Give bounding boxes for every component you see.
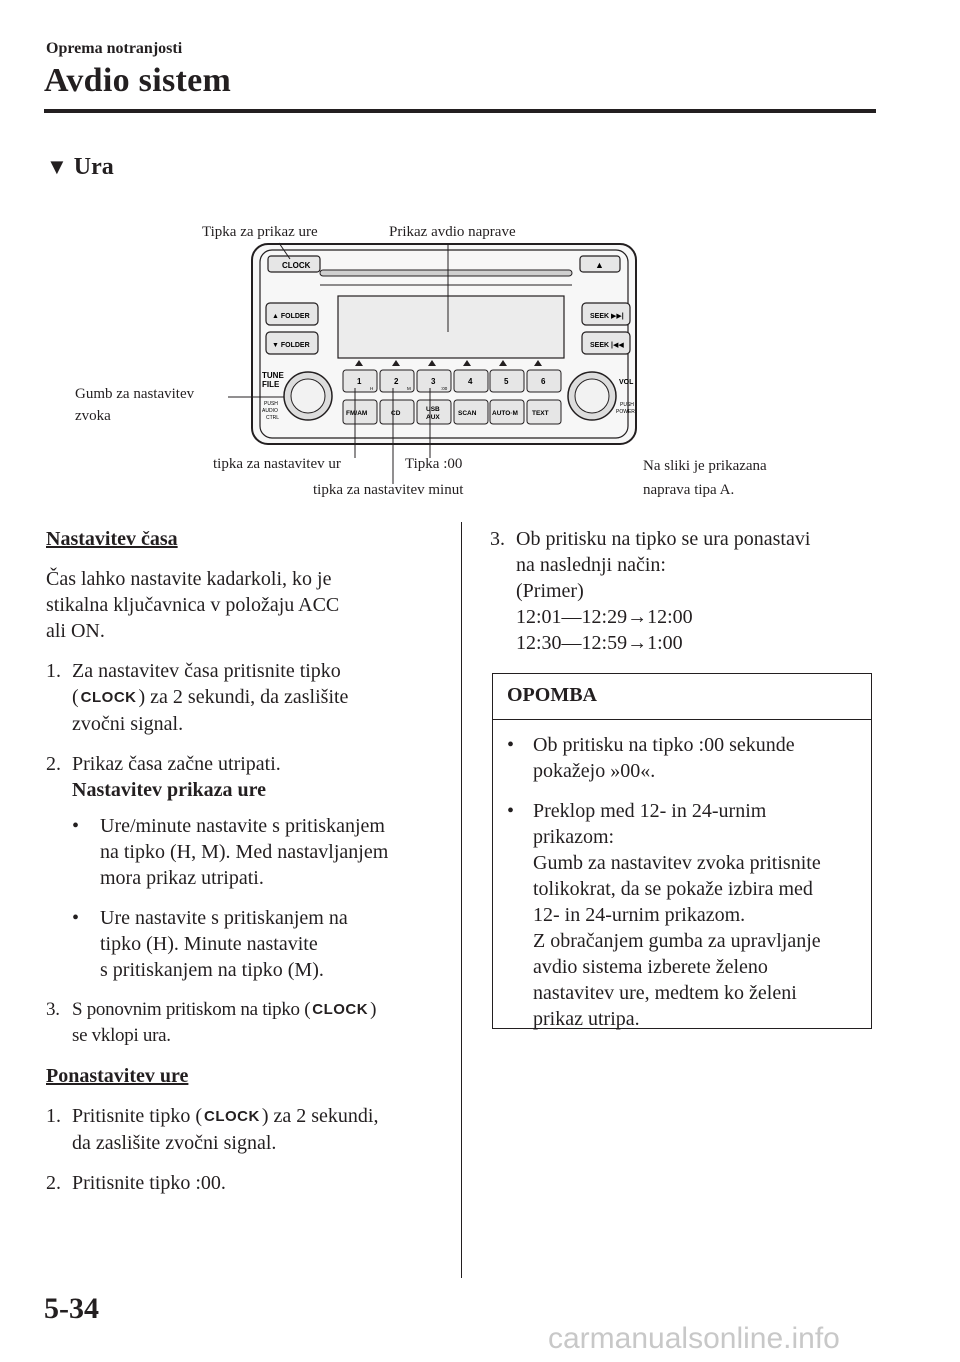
file-label: FILE <box>262 380 280 389</box>
step-line-start: S ponovnim pritiskom na tipko ( <box>72 999 311 1020</box>
note-line: pokažejo »00«. <box>533 760 656 782</box>
step-line: Pritisnite tipko :00. <box>72 1172 226 1194</box>
audio-control-knob-inner <box>291 379 325 413</box>
paren-open: ( <box>72 686 79 708</box>
note-line: nastavitev ure, medtem ko želeni <box>533 982 797 1004</box>
minute-sub-label: M <box>407 386 411 391</box>
column-divider <box>461 522 462 1278</box>
cd-label: CD <box>391 410 401 417</box>
folder-down-label: ▼ FOLDER <box>272 342 310 349</box>
step-subheading: Nastavitev prikaza ure <box>72 779 267 801</box>
reset-step-2 <box>46 1170 446 1196</box>
clock-button-symbol: CLOCK <box>80 689 137 706</box>
push-power-label-2: POWER <box>616 409 635 415</box>
callout-zero-button: Tipka :00 <box>405 456 463 472</box>
example-line: 12:30—12:59→1:00 <box>516 632 683 654</box>
step-line-rest: ) za 2 sekundi, <box>261 1105 379 1127</box>
bullet-line: Ure/minute nastavite s pritiskanjem <box>100 815 385 837</box>
breadcrumb: Oprema notranjosti <box>46 40 183 57</box>
hour-sub-label: H <box>370 386 374 391</box>
step-line: Za nastavitev časa pritisnite tipko <box>72 660 341 682</box>
push-label: PUSH <box>264 401 278 407</box>
step-line: (Primer) <box>516 580 584 602</box>
watermark: carmanualsonline.info <box>548 1322 840 1355</box>
note-line: avdio sistema izberete želeno <box>533 956 768 978</box>
subheading-set-time: Nastavitev časa <box>46 528 178 550</box>
left-column <box>46 526 446 1196</box>
callout-volume-knob-line2: zvoka <box>75 408 111 424</box>
usb-label: USB <box>426 406 440 413</box>
paren-close: ) <box>370 999 377 1020</box>
seek-prev-label: SEEK |◀◀ <box>590 342 624 349</box>
auto-m-label: AUTO·M <box>492 410 518 417</box>
step-number: 2. <box>46 753 61 775</box>
preset-label-4: 4 <box>468 377 473 386</box>
step-number: 3. <box>46 999 60 1020</box>
step-line <box>72 1103 446 1130</box>
note-line: Gumb za nastavitev zvoka pritisnite <box>533 852 821 874</box>
intro-line: stikalna ključavnica v položaju ACC <box>46 594 340 616</box>
note-line: Z obračanjem gumba za upravljanje <box>533 930 821 952</box>
step-3 <box>46 997 446 1049</box>
note-item <box>507 798 867 1032</box>
bullet-icon: • <box>72 907 80 929</box>
clock-button-symbol: CLOCK <box>204 1108 260 1125</box>
callout-volume-knob-line1: Gumb za nastavitev <box>75 386 195 402</box>
subheading-reset-clock: Ponastavitev ure <box>46 1065 189 1087</box>
figure-caption-line1: Na sliki je prikazana <box>643 458 767 474</box>
audio-label: AUDIO <box>262 408 278 414</box>
intro-line: Čas lahko nastavite kadarkoli, ko je <box>46 568 332 590</box>
aux-label: AUX <box>426 414 440 421</box>
audio-unit-illustration <box>0 0 960 520</box>
preset-label-1: 1 <box>357 377 362 386</box>
callout-minute-button: tipka za nastavitev minut <box>313 482 464 498</box>
scan-label: SCAN <box>458 410 477 417</box>
folder-up-label: ▲ FOLDER <box>272 313 310 320</box>
vol-label: VOL <box>619 379 634 386</box>
step-line: Ob pritisku na tipko se ura ponastavi <box>516 528 811 550</box>
note-line: 12- in 24-urnim prikazom. <box>533 904 746 926</box>
preset-label-5: 5 <box>504 377 509 386</box>
bullet-line: na tipko (H, M). Med nastavljanjem <box>100 841 389 863</box>
callout-hour-button: tipka za nastavitev ur <box>213 456 341 472</box>
figure-caption-line2: naprava tipa A. <box>643 482 735 498</box>
bullet-item <box>72 813 446 891</box>
step-number: 3. <box>490 528 505 550</box>
tune-label: TUNE <box>262 371 284 380</box>
step-line <box>72 997 446 1023</box>
text-label: TEXT <box>532 410 549 417</box>
note-line: prikazom: <box>533 826 615 848</box>
note-line: Preklop med 12- in 24-urnim <box>533 800 767 822</box>
preset-label-6: 6 <box>541 377 546 386</box>
note-line: Ob pritisku na tipko :00 sekunde <box>533 734 795 756</box>
bullet-icon: • <box>507 734 515 756</box>
fm-am-label: FM/AM <box>346 410 368 417</box>
step-line-start: Pritisnite tipko ( <box>72 1105 202 1127</box>
note-box <box>492 673 872 1029</box>
reset-step-1 <box>46 1103 446 1156</box>
page-number: 5-34 <box>44 1292 99 1325</box>
bullet-line: tipko (H). Minute nastavite <box>100 933 318 955</box>
step-line: na naslednji način: <box>516 554 666 576</box>
bullet-icon: • <box>507 800 515 822</box>
step-number: 1. <box>46 1105 61 1127</box>
seek-next-label: SEEK ▶▶| <box>590 313 624 320</box>
step-line: da zaslišite zvočni signal. <box>72 1132 277 1154</box>
bullet-line: s pritiskanjem na tipko (M). <box>100 959 324 981</box>
note-title: OPOMBA <box>507 684 597 706</box>
note-line: tolikokrat, da se pokaže izbira med <box>533 878 813 900</box>
note-line: prikaz utripa. <box>533 1008 640 1030</box>
callout-audio-display: Prikaz avdio naprave <box>389 224 516 240</box>
step-2 <box>46 751 446 983</box>
section-heading-text: Ura <box>73 154 114 180</box>
step-line: Prikaz časa začne utripati. <box>72 753 281 775</box>
step-number: 2. <box>46 1172 61 1194</box>
bullet-line: Ure nastavite s pritiskanjem na <box>100 907 348 929</box>
bullet-icon: • <box>72 815 80 837</box>
page-title: Avdio sistem <box>44 62 232 99</box>
reset-step-3 <box>490 526 890 656</box>
note-body <box>507 732 867 1032</box>
example-line: 12:01—12:29→12:00 <box>516 606 693 628</box>
ctrl-label: CTRL <box>266 415 280 421</box>
section-marker-icon: ▼ <box>46 154 68 179</box>
zero-sub-label: :00 <box>441 386 448 391</box>
preset-label-2: 2 <box>394 377 399 386</box>
volume-knob-inner <box>575 379 609 413</box>
note-header <box>493 674 871 720</box>
clock-button-symbol: CLOCK <box>312 1001 369 1018</box>
step-number: 1. <box>46 660 61 682</box>
cd-slot <box>320 270 572 276</box>
step-line: se vklopi ura. <box>72 1025 171 1046</box>
audio-display <box>338 296 564 358</box>
bullet-item <box>72 905 446 983</box>
intro-line: ali ON. <box>46 620 105 642</box>
right-column <box>490 526 890 656</box>
callout-clock-button: Tipka za prikaz ure <box>202 224 318 240</box>
preset-label-3: 3 <box>431 377 436 386</box>
step-line <box>72 684 446 711</box>
push-power-label-1: PUSH <box>620 402 634 408</box>
step-line-rest: ) za 2 sekundi, da zaslišite <box>138 686 349 708</box>
step-1 <box>46 658 446 737</box>
step-line: zvočni signal. <box>72 713 184 735</box>
clock-button-label: CLOCK <box>282 261 311 270</box>
eject-icon: ▲ <box>595 260 604 270</box>
note-item <box>507 732 867 784</box>
bullet-line: mora prikaz utripati. <box>100 867 264 889</box>
